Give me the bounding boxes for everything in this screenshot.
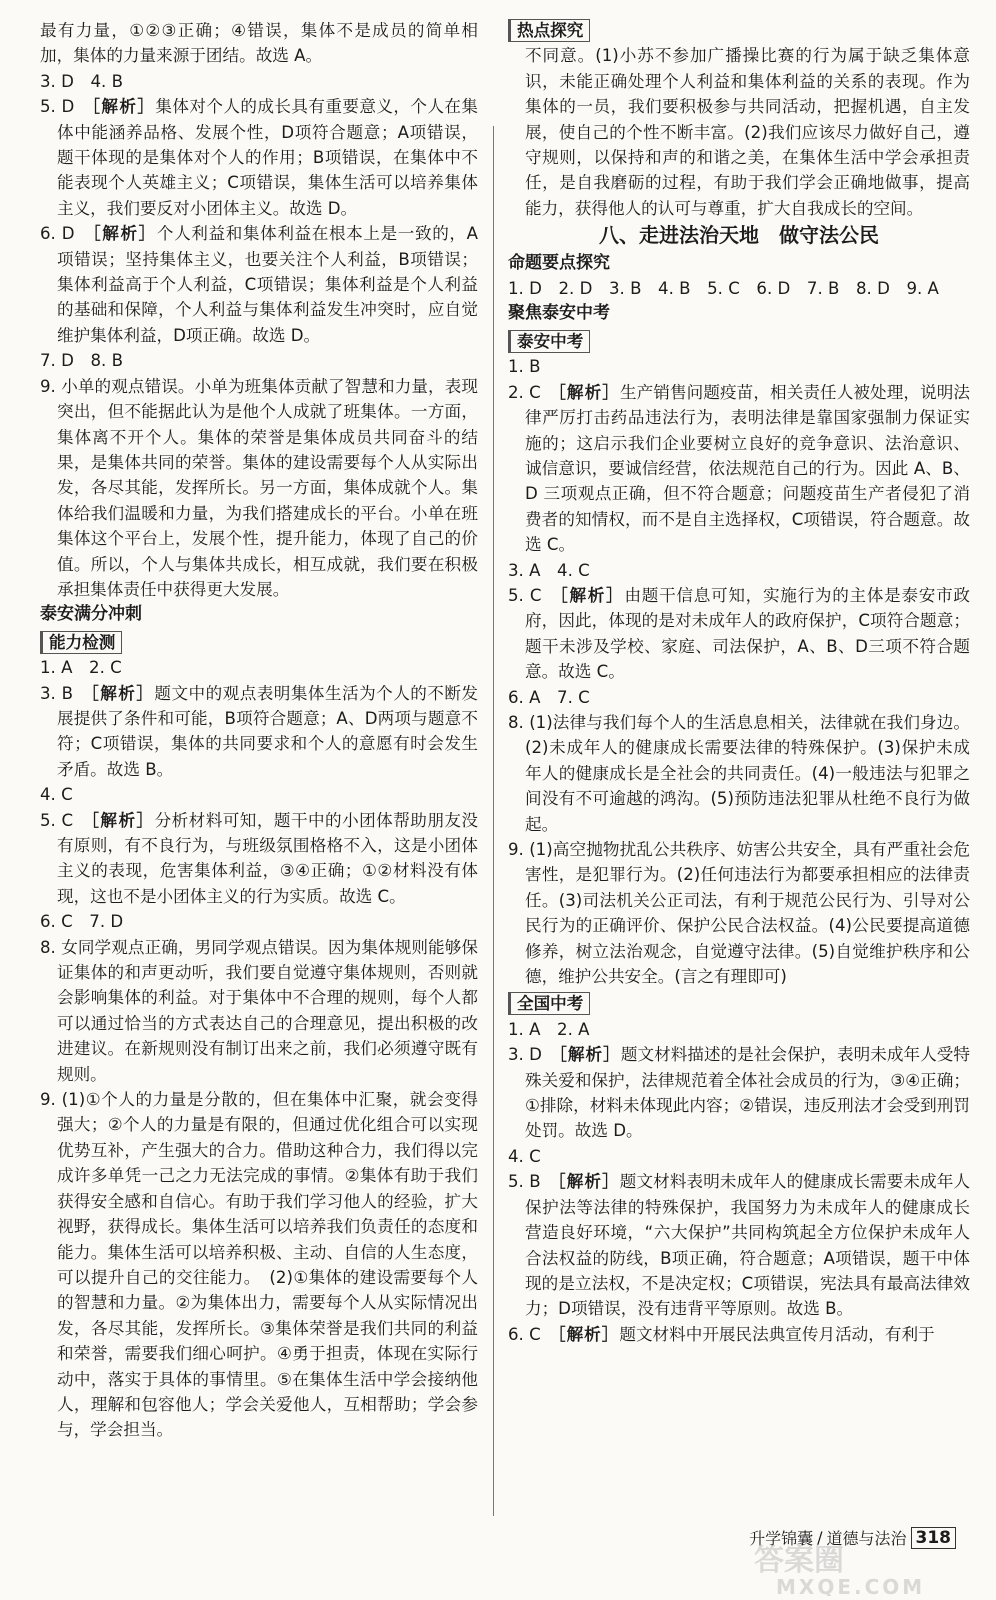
paragraph: 最有力量，①②③正确；④错误，集体不是成员的简单相加，集体的力量来源于团结。故选 A。 — [40, 21, 478, 66]
answer-line: 6. C 7. D — [40, 912, 124, 932]
answer-line: 1. B — [508, 357, 541, 377]
watermark-text-cn: 答案圈 — [754, 1543, 844, 1578]
analysis-text: 由题干信息可知，实施行为的主体是泰安市政府，因此，体现的是对未成年人的政府保护，C项符合题意；题干未涉及学校、家庭、司法保护，A、B、D三项不符合题意。故选 C。 — [525, 585, 971, 682]
answer-item: 8. (1)法律与我们每个人的生活息息相关，法律就在我们身边。(2)未成年人的健康成长需要法律的特殊保护。(3)保护未成年人的健康成长是全社会的共同责任。(4)一般违法与犯罪之间没有不可逾越的鸿沟。(5)预防违法犯罪从杜绝不良行为做起。 — [508, 712, 970, 834]
answer-item: 9. 小单的观点错误。小单为班集体贡献了智慧和力量，表现突出，但不能据此认为是他个人成就了班集体。一方面，集体离不开个人。集体的荣誉是集体成员共同奋斗的结果，是集体共同的荣誉。集体的建设需要每个人从实际出发，各尽其能，发挥所长。另一方面，集体成就个人。集体给我们温暖和力量，为我们搭建成长的平台。小单在班集体这个平台上，发展个性，提升能力，体现了自己的价值。所以，个人与集体共成长，相互成就，我们要在积极承担集体责任中获得更大发展。 — [40, 376, 478, 599]
column-divider — [493, 126, 494, 1516]
section-heading: 命题要点探究 — [508, 252, 610, 273]
answer-line: 1. A 2. A — [508, 1019, 590, 1039]
answer-line: 3. A 4. C — [508, 560, 590, 580]
answer-line: 4. C — [40, 785, 73, 805]
analysis-tag: ［解析］ — [557, 1324, 620, 1344]
answer-number: 5. C — [508, 585, 542, 605]
answer-item — [508, 1322, 970, 1347]
analysis-text: 集体对个人的成长具有重要意义，个人在集体中能涵养品格、发展个性，D项符合题意；A项错误，题干体现的是集体对个人的作用；B项错误，在集体中不能表现个人英雄主义；C项错误，集体生活可以培养集体主义，我们要反对小团体主义。故选 D。 — [57, 97, 478, 218]
left-column — [40, 18, 478, 1443]
paragraph: 不同意。(1)小苏不参加广播操比赛的行为属于缺乏集体意识，未能正确处理个人利益和集体利益的关系的表现。作为集体的一员，我们要积极参与共同活动，把握机遇，自主发展，使自己的个性不断丰富。(2)我们应该尽力做好自己，遵守规则，以保持和声的和谐之美，在集体生活中学会承担责任，是自我磨砺的过程，有助于我们学会正确地做事，提高能力，获得他人的认可与尊重，扩大自我成长的空间。 — [525, 46, 970, 218]
answer-number: 5. B — [508, 1172, 541, 1192]
analysis-tag: ［解析］ — [559, 585, 625, 605]
analysis-tag: ［解析］ — [91, 97, 156, 117]
chapter-title: 八、走进法治天地 做守法公民 — [599, 223, 879, 248]
analysis-text: 题文材料描述的是社会保护，表明未成年人受特殊关爱和保护，法律规范着全体社会成员的行为，③④正确；①排除，材料未体现此内容；②错误，违反刑法才会受到刑罚处罚。故选 D。 — [525, 1045, 970, 1141]
answer-number: 6. D — [40, 224, 75, 244]
analysis-tag: ［解析］ — [557, 1172, 620, 1192]
answer-line: 7. D 8. B — [40, 351, 123, 371]
answer-item: 9. (1)高空抛物扰乱公共秩序、妨害公共安全，具有严重社会危害性，是犯罪行为。(2)任何违法行为都要承担相应的法律责任。(3)司法机关公正司法，有利于规范公民行为、引导对公民行为的正确评价、保护公民合法权益。(4)公民要提高道德修养，树立法治观念，自觉遵守法律。(5)自觉维护秩序和公德，维护公共安全。(言之有理即可) — [508, 840, 970, 987]
watermark-logo — [748, 1540, 980, 1596]
answer-item: 9. (1)①个人的力量是分散的，但在集体中汇聚，就会变得强大；②个人的力量是有限的，但通过优化组合可以实现优势互补，产生强大的合力。借助这种合力，我们得以完成许多单凭一己之力无法完成的事情。②集体有助于我们获得安全感和自信心。有助于我们学习他人的经验，扩大视野，获得成长。集体生活可以培养我们负责任的态度和能力。集体生活可以培养积极、主动、自信的人生态度，可以提升自己的交往能力。 (2)①集体的建设需要每个人的智慧和力量。②为集体出力，需要每个人从实际情况出发，各尽其能，发挥所长。③集体荣誉是我们共同的利益和荣誉，需要我们细心呵护。④勇于担责，体现在实际行动中，落实于具体的事情里。⑤在集体生活中学会接纳他人，理解和包容他人；学会关爱他人，互相帮助；学会参与，学会担当。 — [40, 1090, 478, 1440]
answer-number: 3. D — [508, 1045, 542, 1065]
answer-line: 3. D 4. B — [40, 71, 123, 91]
analysis-text: 题文材料表明未成年人的健康成长需要未成年人保护法等法律的特殊保护，我国努力为未成年人的健康成长营造良好环境，“六大保护”共同构筑起全方位保护未成年人合法权益的防线，B项正确，符合题意；A项错误，题干中体现的是立法权，不是决定权；C项错误，宪法具有最高法律效力；D项错误，没有违背平等原则。故选 B。 — [525, 1172, 971, 1319]
answer-item — [508, 380, 970, 558]
analysis-tag: ［解析］ — [90, 810, 155, 830]
answer-item — [508, 583, 970, 685]
analysis-text: 生产销售问题疫苗，相关责任人被处理，说明法律严厉打击药品违法行为，表明法律是靠国家强制力保证实施的；这启示我们企业要树立良好的竞争意识、法治意识、诚信意识，要诚信经营，依法规范自己的行为。因此 A、B、D 三项观点正确，但不符合题意；问题疫苗生产者侵犯了消费者的知情权，而不是自主选择权，C项错误，符合题意。故选 C。 — [525, 382, 971, 555]
analysis-text: 分析材料可知，题干中的小团体帮助朋友没有原则，有不良行为，与班级氛围格格不入，这是小团体主义的表现，危害集体利益，③④正确；①②材料没有体现，这也不是小团体主义的行为实质。故选 C。 — [57, 810, 479, 906]
answer-line: 6. A 7. C — [508, 687, 590, 707]
analysis-text: 个人利益和集体利益在根本上是一致的，A项错误；坚持集体主义，也要关注个人利益，B项错误；集体利益高于个人利益，C项错误；集体利益是个人利益的基础和保障，个人利益与集体利益发生冲突时，应自觉维护集体利益，D项正确。故选 D。 — [57, 224, 478, 345]
analysis-text: 题文中的观点表明集体生活为个人的不断发展提供了条件和可能，B项符合题意；A、D两项与题意不符；C项错误，集体的共同要求和个人的意愿有时会发生矛盾。故选 B。 — [57, 683, 479, 779]
answer-number: 5. C — [40, 810, 74, 830]
analysis-tag: ［解析］ — [92, 224, 157, 244]
subsection-label: 泰安中考 — [508, 329, 970, 354]
page-footer: 升学锦囊 / 道德与法治 318 — [749, 1526, 956, 1549]
answer-item — [508, 1042, 970, 1144]
answer-line: 1. A 2. C — [40, 658, 122, 678]
analysis-text: 题文材料中开展民法典宣传月活动，有利于 — [619, 1324, 935, 1344]
answer-item — [508, 1169, 970, 1321]
section-heading: 泰安满分冲刺 — [40, 604, 142, 625]
answer-line: 4. C — [508, 1146, 541, 1166]
answer-item — [40, 94, 478, 221]
analysis-tag: ［解析］ — [90, 683, 155, 703]
answer-number: 3. B — [40, 683, 73, 703]
subsection-label: 能力检测 — [40, 630, 478, 655]
answer-item — [40, 681, 478, 783]
answer-item: 8. 女同学观点正确，男同学观点错误。因为集体规则能够保证集体的和声更动听，我们要自觉遵守集体规则，否则就会影响集体的利益。对于集体中不合理的规则，每个人都可以通过恰当的方式表达自己的合理意见，提出积极的改进建议。在新规则没有制订出来之前，我们必须遵守既有规则。 — [40, 937, 478, 1084]
page-number: 318 — [911, 1527, 957, 1549]
answer-number: 5. D — [40, 97, 75, 117]
answer-item — [40, 808, 478, 910]
subject-name: 道德与法治 — [826, 1529, 907, 1548]
answer-item — [40, 221, 478, 348]
section-heading: 聚焦泰安中考 — [508, 303, 610, 324]
analysis-tag: ［解析］ — [558, 1045, 621, 1065]
answer-line: 1. D 2. D 3. B 4. B 5. C 6. D 7. B 8. D 9. A — [508, 279, 939, 299]
watermark-text-en: MXQE.COM — [776, 1575, 926, 1596]
book-title: 升学锦囊 — [749, 1529, 814, 1548]
subsection-label: 热点探究 — [508, 18, 970, 43]
subsection-label: 全国中考 — [508, 991, 970, 1016]
answer-number: 2. C — [508, 382, 541, 402]
analysis-tag: ［解析］ — [557, 382, 620, 402]
answer-number: 6. C — [508, 1324, 541, 1344]
right-column — [508, 18, 970, 1347]
